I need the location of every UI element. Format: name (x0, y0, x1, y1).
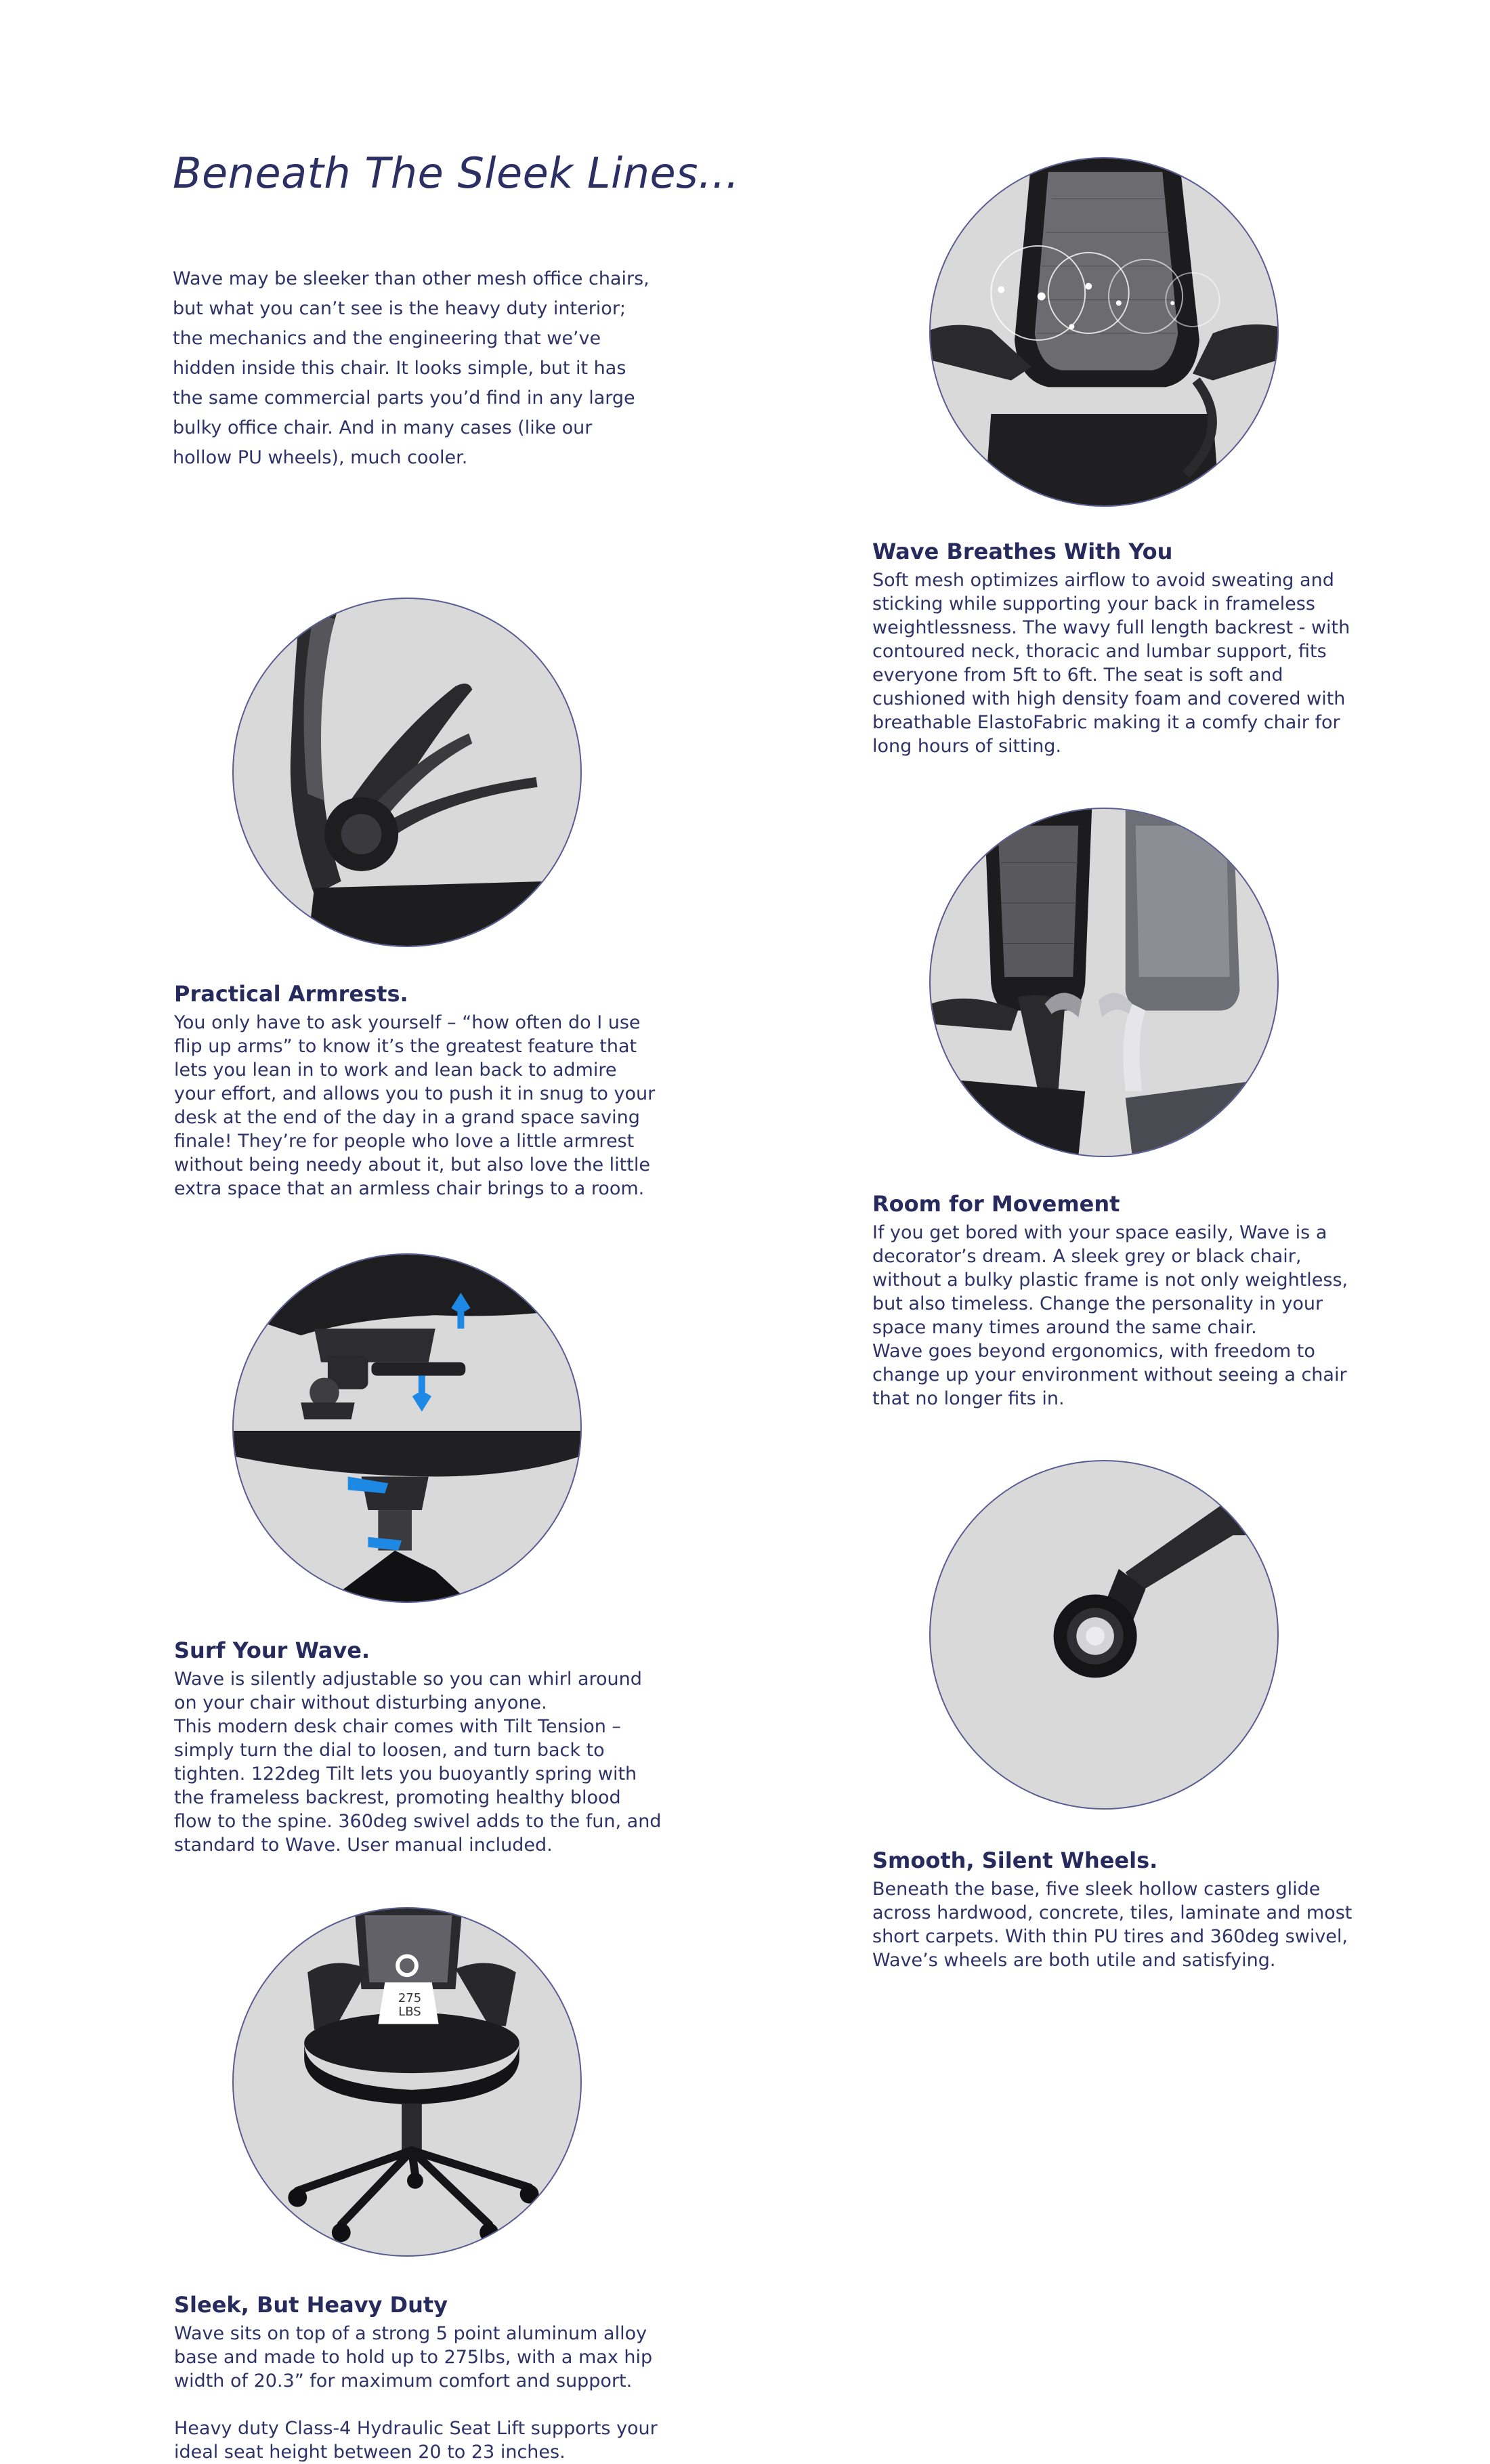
wheels-body: Beneath the base, five sleek hollow casters glide across hardwood, concrete, tiles, laminate and most short carpets. With thin PU tires and 360deg swivel, Wave’s wheels are both utile and satisfying. (872, 1879, 1353, 1971)
surf-heading: Surf Your Wave. (174, 1637, 370, 1663)
wheels-heading: Smooth, Silent Wheels. (872, 1847, 1158, 1873)
caster-wheel-image (929, 1460, 1279, 1810)
tilt-adjustment-image (232, 1253, 582, 1603)
weight-tag (379, 1992, 440, 2019)
page-title: Beneath The Sleek Lines... (173, 148, 740, 198)
weight-tag-value: 275 (398, 1991, 422, 2005)
full-chair-image (232, 1907, 582, 2257)
movement-heading: Room for Movement (872, 1191, 1120, 1217)
heavy-duty-body-1: Wave sits on top of a strong 5 point aluminum alloy base and made to hold up to 275lbs, with a max hip width of 20.3” for maximum comfort and support. (174, 2323, 653, 2392)
surf-section (174, 1637, 662, 1857)
movement-body-2: Wave goes beyond ergonomics, with freedom to change up your environment without seeing a chair that no longer fits in. (872, 1341, 1347, 1410)
grey-black-chairs-image (929, 808, 1279, 1157)
heavy-duty-heading: Sleek, But Heavy Duty (174, 2292, 448, 2318)
surf-body-2: This modern desk chair comes with Tilt Tension – simply turn the dial to loosen, and turn back to tighten. 122deg Tilt lets you buoyantly spring with the frameless backrest, promoting healthy blood flow to the spine. 360deg swivel adds to the fun, and standard to Wave. User manual included. (174, 1716, 662, 1856)
heavy-duty-body-2: Heavy duty Class-4 Hydraulic Seat Lift supports your ideal seat height between 20 to 23 inches. (174, 2418, 658, 2463)
breathes-section (872, 539, 1360, 758)
wheels-section (872, 1847, 1360, 1972)
armrests-heading: Practical Armrests. (174, 981, 408, 1007)
heavy-duty-section (174, 2292, 662, 2464)
surf-body-1: Wave is silently adjustable so you can whirl around on your chair without disturbing anyone. (174, 1669, 642, 1714)
breathes-body: Soft mesh optimizes airflow to avoid sweating and sticking while supporting your back in frameless weightlessness. The wavy full length backrest - with contoured neck, thoracic and lumbar support, fits everyone from 5ft to 6ft. The seat is soft and cushioned with high density foam and covered with breathable ElastoFabric making it a comfy chair for long hours of sitting. (872, 570, 1350, 757)
weight-tag-unit: LBS (398, 2005, 421, 2019)
mesh-backrest-image (929, 157, 1279, 507)
movement-section (872, 1191, 1360, 1411)
armrest-image (232, 598, 582, 947)
movement-body-1: If you get bored with your space easily, Wave is a decorator’s dream. A sleek grey or black chair, without a bulky plastic frame is not only weightless, but also timeless. Change the personality in your space many times around the same chair. (872, 1222, 1348, 1339)
armrests-body: You only have to ask yourself – “how often do I use flip up arms” to know it’s the greatest feature that lets you lean in to work and lean back to admire your effort, and allows you to push it in snug to your desk at the end of the day in a grand space saving finale! They’re for people who love a little armrest without being needy about it, but also love the little extra space that an armless chair brings to a room. (174, 1012, 656, 1200)
armrests-section (174, 981, 662, 1200)
breathes-heading: Wave Breathes With You (872, 539, 1173, 564)
intro-paragraph: Wave may be sleeker than other mesh office chairs, but what you can’t see is the heavy duty interior; the mechanics and the engineering that we’ve hidden inside this chair. It looks simple, but it has the same commercial parts you’d find in any large bulky office chair. And in many cases (like our hollow PU wheels), much cooler. (173, 268, 650, 468)
